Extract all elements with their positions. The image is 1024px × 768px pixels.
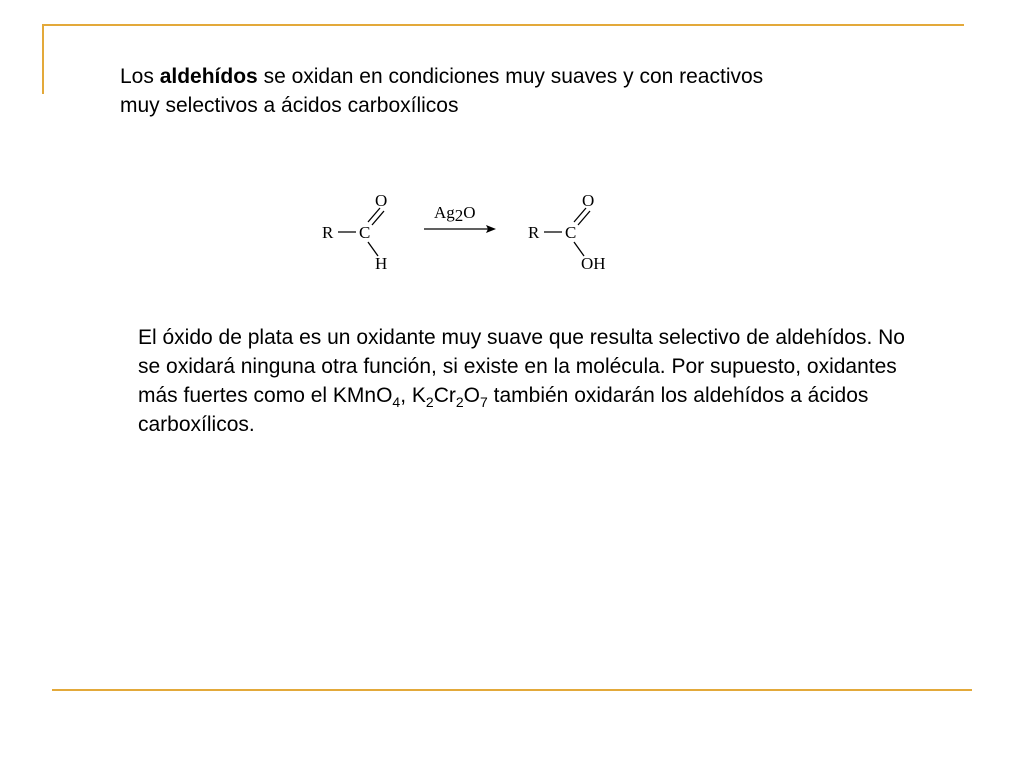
o-symbol: O [463, 384, 481, 407]
product-o: O [582, 191, 595, 210]
intro-line1-rest: se oxidan en condiciones muy suaves y con reactivos [257, 65, 764, 88]
bottom-border-line [52, 689, 972, 691]
product-r: R [528, 223, 540, 242]
intro-line2: muy selectivos a ácidos carboxílicos [120, 94, 459, 117]
reactant-h: H [375, 254, 388, 273]
reactant-o: O [375, 191, 388, 210]
reactant-r: R [322, 223, 334, 242]
cr2-subscript: 2 [455, 394, 464, 410]
top-border-line [42, 24, 964, 26]
intro-paragraph [120, 62, 920, 120]
explanation-sentence-3: también oxidarán los aldehídos a ácidos carboxílicos. [138, 384, 869, 436]
explanation-sentence-1: El óxido de plata es un oxidante muy suave que resulta selectivo de aldehídos. No se oxidará ninguna otra función, si existe en la molécula. Por supuesto, oxidantes más fuertes como el KMnO [138, 326, 905, 407]
oxidation-reaction-scheme [318, 186, 628, 276]
reactant-c: C [359, 223, 371, 242]
reactant-double-bond-b [372, 211, 384, 225]
explanation-paragraph [138, 323, 928, 439]
explanation-k-prefix: , K [400, 384, 426, 407]
intro-bold-term: aldehídos [159, 65, 258, 88]
reagent-tail: O [463, 203, 476, 222]
intro-prefix: Los [120, 65, 160, 88]
reactant-double-bond-a [368, 208, 380, 222]
reagent-subscript: 2 [454, 206, 464, 225]
o7-subscript: 7 [480, 394, 488, 410]
product-double-bond-b [578, 211, 590, 225]
reagent-base: Ag [434, 203, 455, 222]
product-double-bond-a [574, 208, 586, 222]
kmno4-subscript: 4 [392, 394, 401, 410]
left-border-line [42, 24, 44, 94]
cr-symbol: Cr [433, 384, 456, 407]
reagent-label [434, 203, 476, 225]
k2-subscript: 2 [425, 394, 434, 410]
product-c: C [565, 223, 577, 242]
product-oh: OH [581, 254, 606, 273]
